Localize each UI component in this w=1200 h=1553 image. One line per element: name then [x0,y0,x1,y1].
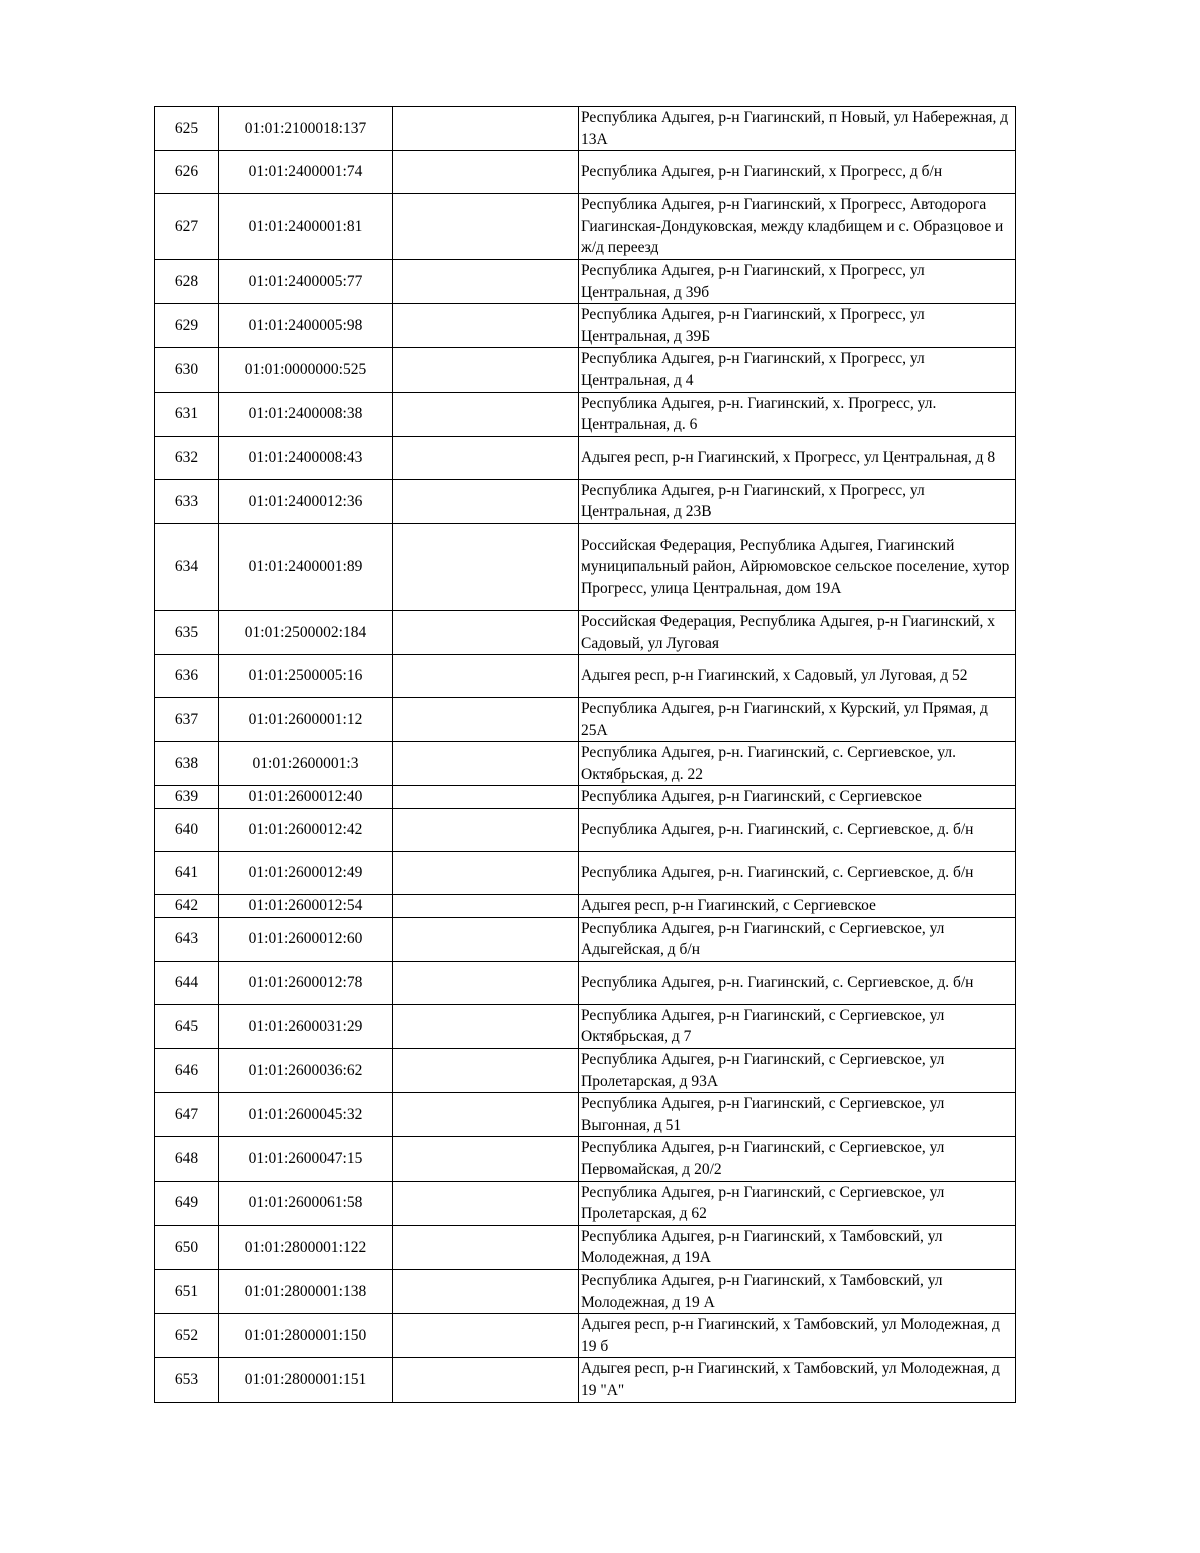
empty-cell [393,1181,579,1225]
cadastral-number-cell: 01:01:2800001:151 [219,1358,393,1402]
cadastral-number-cell: 01:01:2400001:74 [219,151,393,194]
table-row [155,917,1016,961]
row-number-cell: 632 [155,436,219,479]
address-cell: Республика Адыгея, р-н. Гиагинский, с. Сергиевское, д. б/н [579,809,1016,852]
empty-cell [393,961,579,1004]
table-row [155,809,1016,852]
empty-cell [393,523,579,610]
cadastral-number-cell: 01:01:2600036:62 [219,1049,393,1093]
address-cell: Республика Адыгея, р-н Гиагинский, с Сергиевское, ул Пролетарская, д 93А [579,1049,1016,1093]
address-cell: Республика Адыгея, р-н. Гиагинский, с. Сергиевское, д. б/н [579,961,1016,1004]
empty-cell [393,1137,579,1181]
cadastral-number-cell: 01:01:2400005:98 [219,304,393,348]
address-cell: Республика Адыгея, р-н Гиагинский, с Сергиевское [579,786,1016,809]
address-cell: Адыгея респ, р-н Гиагинский, с Сергиевское [579,895,1016,918]
cadastral-number-cell: 01:01:2600012:54 [219,895,393,918]
address-cell: Республика Адыгея, р-н. Гиагинский, х. Прогресс, ул. Центральная, д. 6 [579,392,1016,436]
address-cell: Адыгея респ, р-н Гиагинский, х Садовый, ул Луговая, д 52 [579,655,1016,698]
row-number-cell: 640 [155,809,219,852]
empty-cell [393,1093,579,1137]
row-number-cell: 638 [155,742,219,786]
address-cell: Республика Адыгея, р-н Гиагинский, х Прогресс, д б/н [579,151,1016,194]
cadastral-number-cell: 01:01:2600061:58 [219,1181,393,1225]
row-number-cell: 642 [155,895,219,918]
row-number-cell: 631 [155,392,219,436]
cadastral-number-cell: 01:01:2400005:77 [219,259,393,303]
row-number-cell: 645 [155,1004,219,1048]
table-row [155,1004,1016,1048]
table-row [155,1181,1016,1225]
row-number-cell: 630 [155,348,219,392]
address-cell: Республика Адыгея, р-н Гиагинский, х Курский, ул Прямая, д 25А [579,698,1016,742]
empty-cell [393,348,579,392]
cadastral-number-cell: 01:01:2400012:36 [219,479,393,523]
row-number-cell: 650 [155,1225,219,1269]
row-number-cell: 629 [155,304,219,348]
table-row [155,852,1016,895]
empty-cell [393,742,579,786]
row-number-cell: 626 [155,151,219,194]
empty-cell [393,1269,579,1313]
empty-cell [393,610,579,654]
address-cell: Адыгея респ, р-н Гиагинский, х Тамбовский, ул Молодежная, д 19 "А" [579,1358,1016,1402]
empty-cell [393,392,579,436]
address-cell: Республика Адыгея, р-н Гиагинский, х Прогресс, ул Центральная, д 39б [579,259,1016,303]
row-number-cell: 652 [155,1314,219,1358]
cadastral-number-cell: 01:01:2800001:122 [219,1225,393,1269]
cadastral-number-cell: 01:01:2400001:81 [219,194,393,260]
row-number-cell: 648 [155,1137,219,1181]
table-row [155,1358,1016,1402]
row-number-cell: 625 [155,107,219,151]
row-number-cell: 635 [155,610,219,654]
address-cell: Адыгея респ, р-н Гиагинский, х Прогресс, ул Центральная, д 8 [579,436,1016,479]
empty-cell [393,698,579,742]
address-cell: Республика Адыгея, р-н Гиагинский, х Прогресс, ул Центральная, д 23В [579,479,1016,523]
cadastral-number-cell: 01:01:2600012:40 [219,786,393,809]
empty-cell [393,436,579,479]
table-row [155,961,1016,1004]
cadastral-number-cell: 01:01:2600045:32 [219,1093,393,1137]
row-number-cell: 633 [155,479,219,523]
address-cell: Адыгея респ, р-н Гиагинский, х Тамбовский, ул Молодежная, д 19 б [579,1314,1016,1358]
cadastral-number-cell: 01:01:0000000:525 [219,348,393,392]
table-row [155,151,1016,194]
address-cell: Российская Федерация, Республика Адыгея, р-н Гиагинский, х Садовый, ул Луговая [579,610,1016,654]
address-cell: Республика Адыгея, р-н Гиагинский, х Прогресс, ул Центральная, д 39Б [579,304,1016,348]
cadastral-number-cell: 01:01:2600012:78 [219,961,393,1004]
row-number-cell: 649 [155,1181,219,1225]
cadastral-number-cell: 01:01:2600001:3 [219,742,393,786]
empty-cell [393,1225,579,1269]
empty-cell [393,917,579,961]
empty-cell [393,151,579,194]
row-number-cell: 651 [155,1269,219,1313]
cadastral-number-cell: 01:01:2400008:38 [219,392,393,436]
table-row [155,1269,1016,1313]
table-row [155,523,1016,610]
empty-cell [393,194,579,260]
empty-cell [393,107,579,151]
table-row [155,479,1016,523]
address-cell: Республика Адыгея, р-н. Гиагинский, с. Сергиевское, д. б/н [579,852,1016,895]
address-cell: Российская Федерация, Республика Адыгея, Гиагинский муниципальный район, Айрюмовское сельское поселение, хутор Прогресс, улица Центральная, дом 19А [579,523,1016,610]
empty-cell [393,479,579,523]
empty-cell [393,895,579,918]
cadastral-number-cell: 01:01:2800001:150 [219,1314,393,1358]
cadastral-number-cell: 01:01:2600012:42 [219,809,393,852]
empty-cell [393,1314,579,1358]
cadastral-number-cell: 01:01:2500005:16 [219,655,393,698]
empty-cell [393,852,579,895]
table-row [155,259,1016,303]
cadastral-number-cell: 01:01:2600012:49 [219,852,393,895]
row-number-cell: 637 [155,698,219,742]
row-number-cell: 634 [155,523,219,610]
row-number-cell: 639 [155,786,219,809]
table-row [155,895,1016,918]
cadastral-number-cell: 01:01:2500002:184 [219,610,393,654]
address-cell: Республика Адыгея, р-н Гиагинский, х Прогресс, Автодорога Гиагинская-Дондуковская, между кладбищем и с. Образцовое и ж/д переезд [579,194,1016,260]
table-row [155,194,1016,260]
table-row [155,1225,1016,1269]
cadastral-number-cell: 01:01:2600001:12 [219,698,393,742]
table-row [155,655,1016,698]
empty-cell [393,1004,579,1048]
table-row [155,436,1016,479]
table-row [155,348,1016,392]
address-cell: Республика Адыгея, р-н Гиагинский, п Новый, ул Набережная, д 13А [579,107,1016,151]
address-cell: Республика Адыгея, р-н Гиагинский, х Тамбовский, ул Молодежная, д 19 А [579,1269,1016,1313]
cadastral-number-cell: 01:01:2600047:15 [219,1137,393,1181]
table-row [155,392,1016,436]
table-row [155,1049,1016,1093]
table-row [155,1314,1016,1358]
address-cell: Республика Адыгея, р-н Гиагинский, х Тамбовский, ул Молодежная, д 19А [579,1225,1016,1269]
row-number-cell: 646 [155,1049,219,1093]
cadastral-number-cell: 01:01:2400008:43 [219,436,393,479]
cadastral-number-cell: 01:01:2800001:138 [219,1269,393,1313]
row-number-cell: 636 [155,655,219,698]
table-row [155,742,1016,786]
row-number-cell: 644 [155,961,219,1004]
address-cell: Республика Адыгея, р-н. Гиагинский, с. Сергиевское, ул. Октябрьская, д. 22 [579,742,1016,786]
cadastral-number-cell: 01:01:2600012:60 [219,917,393,961]
table-body [155,107,1016,1403]
table-row [155,786,1016,809]
property-table [154,106,1016,1403]
table-row [155,698,1016,742]
row-number-cell: 653 [155,1358,219,1402]
empty-cell [393,259,579,303]
empty-cell [393,1358,579,1402]
cadastral-number-cell: 01:01:2600031:29 [219,1004,393,1048]
row-number-cell: 641 [155,852,219,895]
empty-cell [393,304,579,348]
table-row [155,1093,1016,1137]
table-row [155,610,1016,654]
address-cell: Республика Адыгея, р-н Гиагинский, с Сергиевское, ул Первомайская, д 20/2 [579,1137,1016,1181]
table-row [155,107,1016,151]
cadastral-number-cell: 01:01:2100018:137 [219,107,393,151]
empty-cell [393,809,579,852]
row-number-cell: 628 [155,259,219,303]
address-cell: Республика Адыгея, р-н Гиагинский, с Сергиевское, ул Адыгейская, д б/н [579,917,1016,961]
address-cell: Республика Адыгея, р-н Гиагинский, с Сергиевское, ул Пролетарская, д 62 [579,1181,1016,1225]
empty-cell [393,655,579,698]
address-cell: Республика Адыгея, р-н Гиагинский, с Сергиевское, ул Октябрьская, д 7 [579,1004,1016,1048]
empty-cell [393,786,579,809]
address-cell: Республика Адыгея, р-н Гиагинский, х Прогресс, ул Центральная, д 4 [579,348,1016,392]
row-number-cell: 643 [155,917,219,961]
empty-cell [393,1049,579,1093]
address-cell: Республика Адыгея, р-н Гиагинский, с Сергиевское, ул Выгонная, д 51 [579,1093,1016,1137]
cadastral-number-cell: 01:01:2400001:89 [219,523,393,610]
row-number-cell: 647 [155,1093,219,1137]
table-row [155,1137,1016,1181]
table-row [155,304,1016,348]
row-number-cell: 627 [155,194,219,260]
